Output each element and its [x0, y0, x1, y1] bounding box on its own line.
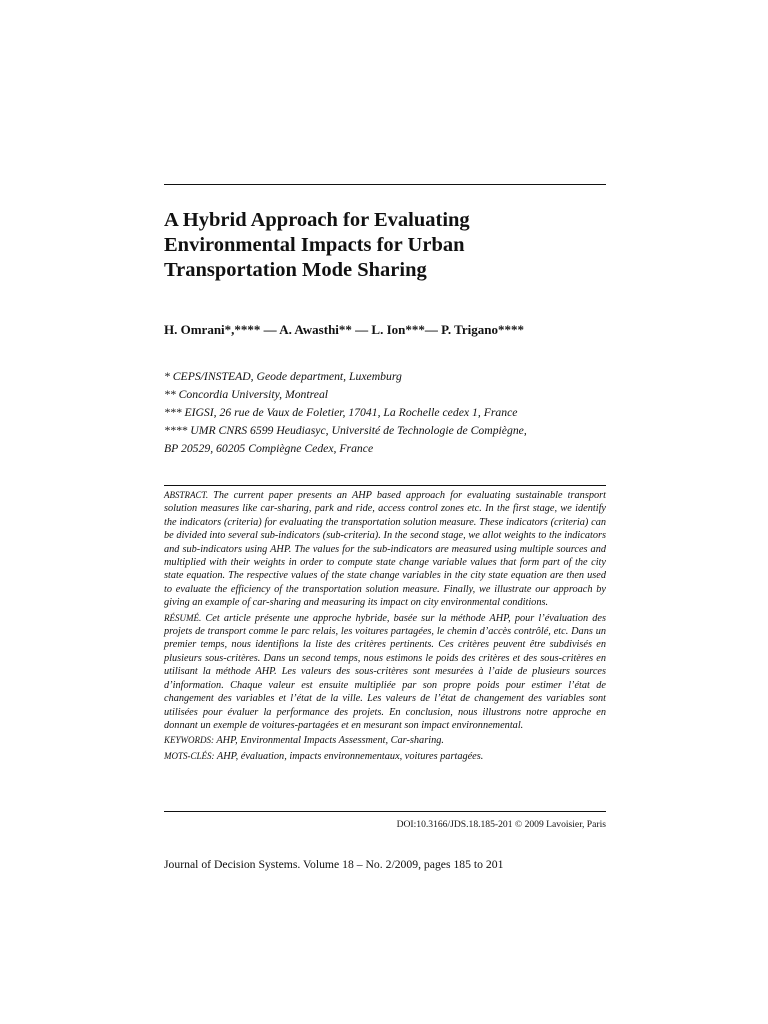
resume-paragraph: [164, 612, 606, 733]
abstract-block: [164, 489, 606, 763]
top-rule: [164, 184, 606, 185]
abstract-top-rule: [164, 485, 606, 486]
keywords-text: AHP, Environmental Impacts Assessment, Car-sharing.: [216, 735, 444, 747]
author-list: H. Omrani*,**** — A. Awasthi** — L. Ion***— P. Trigano****: [164, 322, 524, 337]
journal-reference: Journal of Decision Systems. Volume 18 – No. 2/2009, pages 185 to 201: [164, 858, 504, 871]
title-line: A Hybrid Approach for Evaluating: [164, 209, 470, 231]
resume-text: Cet article présente une approche hybride, basée sur la méthode AHP, pour l’évaluation des projets de transport comme le parc relais, les voitures partagées, le chemin d’accès contrôlé, etc. Dans un premier temps, nous identifions la liste des critères pertinents. Ces critères peuvent être subdivisés en plusieurs sous-critères. Dans un second temps, nous estimons le poids des critères et des sous-critères en utilisant la méthode AHP. Les valeurs des sous-critères sont mesurées à l’aide de plusieurs sources d’information. Chaque valeur est ensuite multipliée par son propre poids pour estimer l’état de changement des variables et l’état de la ville. Les valeurs de l’état de changement des variables sont utilisées pour évaluer la performance des projets. En conclusion, nous illustrons notre approche en donnant un exemple de voitures-partagées et en mesurant son impact environnemental.: [164, 612, 607, 731]
keywords-label: KEYWORDS:: [164, 735, 214, 746]
motscles-label: MOTS-CLÉS:: [164, 750, 215, 761]
affiliation-line: BP 20529, 60205 Compiègne Cedex, France: [164, 442, 374, 455]
paper-first-page: [164, 0, 606, 1024]
affiliation-line: *** EIGSI, 26 rue de Vaux de Foletier, 17041, La Rochelle cedex 1, France: [164, 406, 518, 419]
keywords-paragraph: [164, 734, 606, 747]
title-line: Transportation Mode Sharing: [164, 259, 427, 281]
affiliation-line: * CEPS/INSTEAD, Geode department, Luxemburg: [164, 370, 402, 383]
affiliation-line: **** UMR CNRS 6599 Heudiasyc, Université de Technologie de Compiègne,: [164, 424, 527, 437]
affiliation-line: ** Concordia University, Montreal: [164, 388, 329, 401]
doi-line: DOI:10.3166/JDS.18.185-201 © 2009 Lavoisier, Paris: [396, 819, 606, 830]
motscles-paragraph: [164, 750, 606, 763]
abstract-paragraph: [164, 489, 606, 610]
abstract-label: ABSTRACT.: [164, 490, 209, 500]
title-line: Environmental Impacts for Urban: [164, 234, 465, 256]
resume-label: RÉSUMÉ.: [164, 612, 202, 623]
paper-title: [164, 208, 606, 283]
abstract-text: The current paper presents an AHP based approach for evaluating sustainable transport solution measures like car-sharing, park and ride, access control zones etc. In the first stage, we identify the indicators (criteria) for evaluating the transportation solution measure. These indicators (criteria) can be divided into several sub-indicators (sub-criteria). In the second stage, we allot weights to the indicators and sub-indicators using AHP. The values for the sub-indicators are measured using multiple sources and multiplied with their weights in order to compute state change variable values that form part of the city state equation. The respective values of the state change variables in the city state equation are then used to evaluate the efficiency of the transportation solution measure. Finally, we illustrate our approach by giving an example of car-sharing and measuring its impact on city environmental conditions.: [164, 490, 606, 609]
motscles-text: AHP, évaluation, impacts environnementaux, voitures partagées.: [216, 750, 484, 762]
affiliations: [164, 368, 606, 458]
abstract-bottom-rule: [164, 811, 606, 812]
